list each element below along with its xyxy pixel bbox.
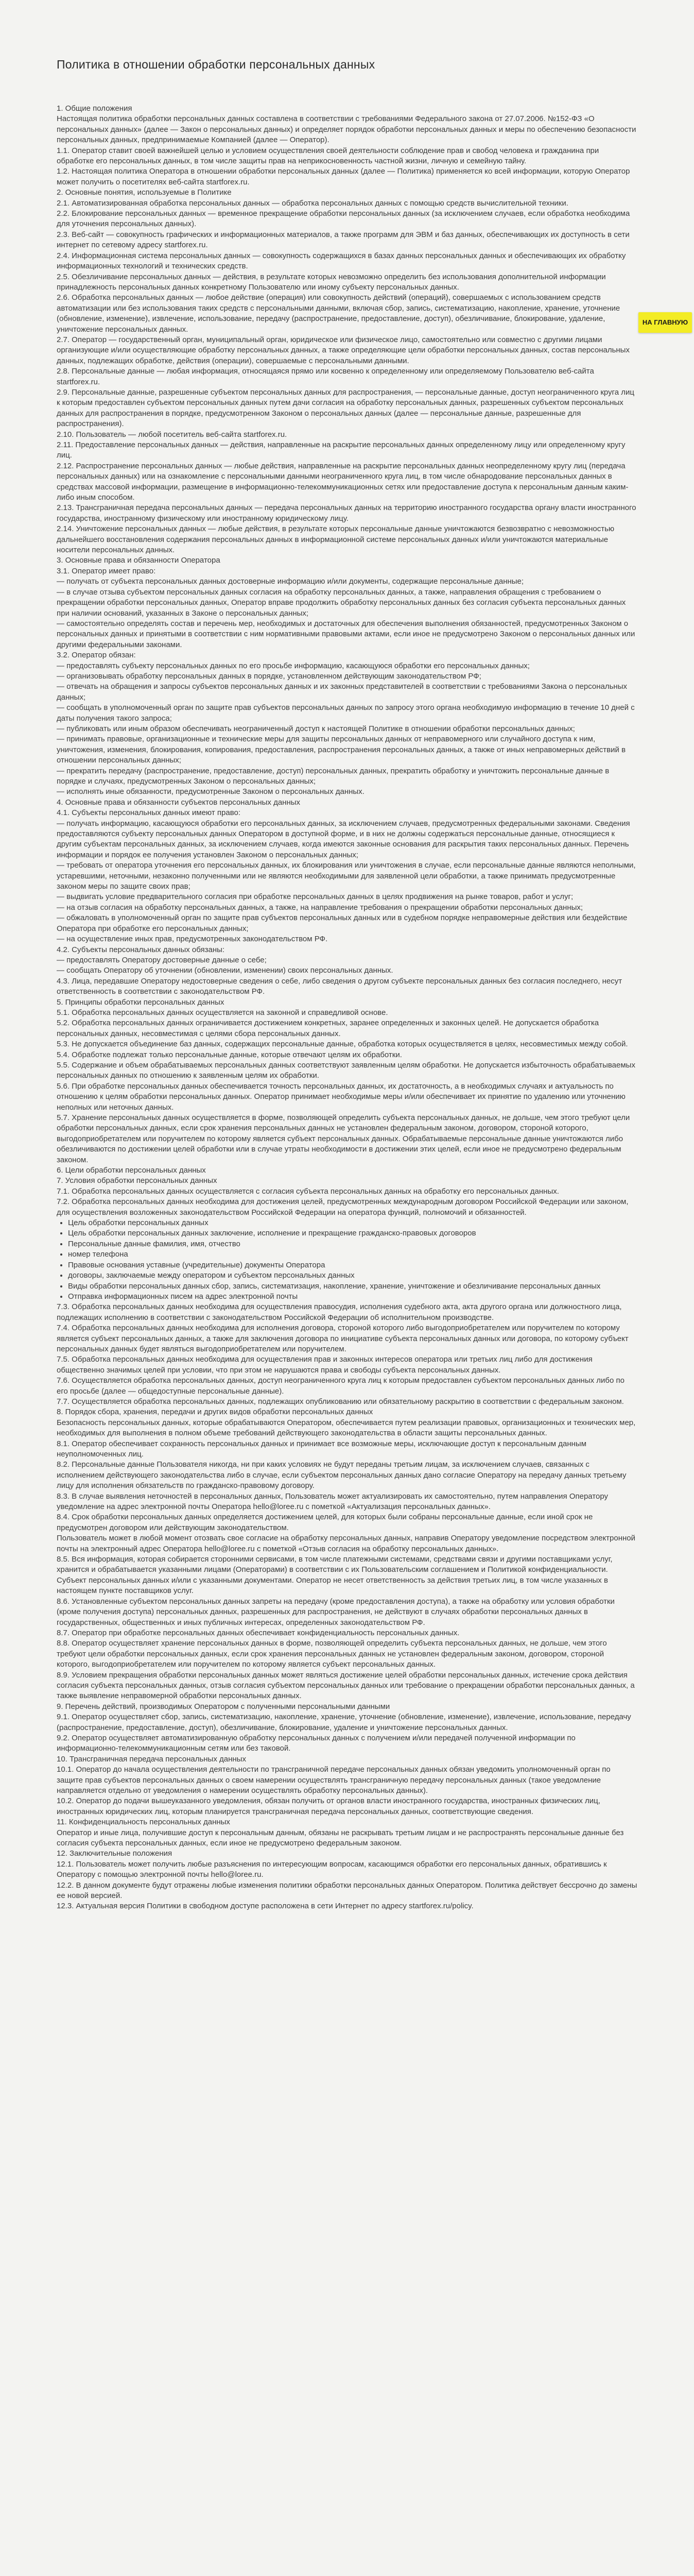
paragraph: — самостоятельно определять состав и перечень мер, необходимых и достаточных для обеспечения выполнения обязанностей, предусмотренных Законом о персональных данных и принятыми в соответствии с ним нормативными правовыми актами, если иное не предусмотрено Законом о персональных данных или другими федеральными законами. <box>57 619 635 649</box>
paragraph: 12.2. В данном документе будут отражены любые изменения политики обработки персональных данных Оператором. Политика действует бессрочно до замены ее новой версией. <box>57 1880 637 1901</box>
paragraph: 7.2. Обработка персональных данных необходима для достижения целей, предусмотренных международным договором Российской Федерации или законом, для осуществления возложенных законодательством Российской Федерации на оператора функций, полномочий и обязанностей. <box>57 1197 629 1217</box>
paragraph: Безопасность персональных данных, которые обрабатываются Оператором, обеспечивается путем реализации правовых, организационных и технических мер, необходимых для выполнения в полном объеме требований действующего законодательства в области защиты персональных данных. <box>57 1418 636 1438</box>
paragraph: 4.1. Субъекты персональных данных имеют право: <box>57 808 241 818</box>
paragraph: 2.13. Трансграничная передача персональных данных — передача персональных данных на территорию иностранного государства органу власти иностранного государства, иностранному физическому или иностранному юридическому лицу. <box>57 503 636 523</box>
paragraph: 10.1. Оператор до начала осуществления деятельности по трансграничной передаче персональных данных обязан уведомить уполномоченный орган по защите прав субъектов персональных данных о своем намерении осуществлять трансграничную передачу персональных данных (такое уведомление направляется отдельно от уведомления о намерении осуществлять обработку персональных данных). <box>57 1765 611 1795</box>
paragraph: — принимать правовые, организационные и технические меры для защиты персональных данных от неправомерного или случайного доступа к ним, уничтожения, изменения, блокирования, копирования, предоставления, распространения персональных данных, а также от иных неправомерных действий в отношении персональных данных; <box>57 735 626 765</box>
paragraph: 2.8. Персональные данные — любая информация, относящаяся прямо или косвенно к определенному или определяемому Пользователю веб-сайта startforex.ru. <box>57 367 594 386</box>
paragraph: — публиковать или иным образом обеспечивать неограниченный доступ к настоящей Политике в отношении обработки персональных данных; <box>57 724 575 733</box>
paragraph: 5.6. При обработке персональных данных обеспечивается точность персональных данных, их достаточность, а в необходимых случаях и актуальность по отношению к целям обработки персональных данных. Оператор принимает необходимые меры и/или обеспечивает их принятие по удалению или уточнению неполных или неточных данных. <box>57 1081 626 1112</box>
paragraph: 12.3. Актуальная версия Политики в свободном доступе расположена в сети Интернет по адресу startforex.ru/policy. <box>57 1902 474 1911</box>
paragraph: 5.5. Содержание и объем обрабатываемых персональных данных соответствуют заявленным целям обработки. Не допускается избыточность обрабатываемых персональных данных по отношению к заявленным целям их обработки. <box>57 1060 635 1080</box>
paragraph: 8.3. В случае выявления неточностей в персональных данных, Пользователь может актуализировать их самостоятельно, путем направления Оператору уведомление на адрес электронной почты Оператора hello@loree.ru с пометкой «Актуализация персональных данных». <box>57 1492 609 1512</box>
section-heading: 4. Основные права и обязанности субъектов персональных данных <box>57 798 301 807</box>
paragraph: 4.2. Субъекты персональных данных обязаны: <box>57 945 225 954</box>
section-heading: 9. Перечень действий, производимых Оператором с полученными персональными данными <box>57 1702 390 1711</box>
paragraph: 2.10. Пользователь — любой посетитель веб-сайта startforex.ru. <box>57 430 287 439</box>
paragraph: 7.5. Обработка персональных данных необходима для осуществления прав и законных интересов оператора или третьих лиц либо для достижения общественно значимых целей при условии, что при этом не нарушаются права и свободы субъекта персональных данных. <box>57 1355 593 1375</box>
paragraph: — требовать от оператора уточнения его персональных данных, их блокирования или уничтожения в случае, если персональные данные являются неполными, устаревшими, неточными, незаконно полученными или не являются необходимыми для заявленной цели обработки, а также принимать предусмотренные законом меры по защите своих прав; <box>57 861 636 891</box>
section-heading: 11. Конфиденциальность персональных данных <box>57 1818 230 1827</box>
paragraph: Настоящая политика обработки персональных данных составлена в соответствии с требованиями Федерального закона от 27.07.2006. №152-ФЗ «О персональных данных» (далее — Закон о персональных данных) и определяет порядок обработки персональных данных и меры по обеспечению безопасности персональных данных, предпринимаемые Компанией (далее — Оператор). <box>57 114 636 145</box>
paragraph: 7.3. Обработка персональных данных необходима для осуществления правосудия, исполнения судебного акта, акта другого органа или должностного лица, подлежащих исполнению в соответствии с законодательством Российской Федерации об исполнительном производстве. <box>57 1302 622 1322</box>
paragraph: 10.2. Оператор до подачи вышеуказанного уведомления, обязан получить от органов власти иностранного государства, иностранных физических лиц, иностранных юридических лиц, которым планируется трансграничная передача персональных данных, соответствующие сведения. <box>57 1797 600 1816</box>
list-item: • Отправка информационных писем на адрес электронной почты <box>68 1292 637 1302</box>
back-to-home-button[interactable]: НА ГЛАВНУЮ <box>638 312 692 333</box>
paragraph: 2.1. Автоматизированная обработка персональных данных — обработка персональных данных с помощью средств вычислительной техники. <box>57 198 568 208</box>
paragraph: — на отзыв согласия на обработку персональных данных, а также, на направление требования о прекращении обработки персональных данных; <box>57 903 583 912</box>
paragraph: — выдвигать условие предварительного согласия при обработке персональных данных в целях продвижения на рынке товаров, работ и услуг; <box>57 892 574 902</box>
page-title: Политика в отношении обработки персональных данных <box>57 58 375 71</box>
list-item: • Правовые основания уставные (учредительные) документы Оператора <box>68 1260 637 1270</box>
paragraph: 1.2. Настоящая политика Оператора в отношении обработки персональных данных (далее — Политика) применяется ко всей информации, которую Оператор может получить о посетителях веб-сайта startforex.ru. <box>57 167 630 187</box>
paragraph: — получать информацию, касающуюся обработки его персональных данных, за исключением случаев, предусмотренных федеральными законами. Сведения предоставляются субъекту персональных данных Оператором в доступной форме, и в них не должны содержаться персональные данные, относящиеся к другим субъектам персональных данных, за исключением случаев, когда имеются законные основания для раскрытия таких персональных данных. Перечень информации и порядок ее получения установлен Законом о персональных данных; <box>57 819 630 859</box>
purposes-list <box>57 1218 637 1302</box>
section-heading: 1. Общие положения <box>57 104 132 113</box>
paragraph: 12.1. Пользователь может получить любые разъяснения по интересующим вопросам, касающимся обработки его персональных данных, обратившись к Оператору с помощью электронной почты hello@loree.ru. <box>57 1859 607 1879</box>
section-heading: 10. Трансграничная передача персональных данных <box>57 1754 246 1764</box>
paragraph: 2.11. Предоставление персональных данных — действия, направленные на раскрытие персональных данных определенному лицу или определенному кругу лиц. <box>57 440 626 460</box>
paragraph: 5.1. Обработка персональных данных осуществляется на законной и справедливой основе. <box>57 1008 388 1017</box>
paragraph: 9.2. Оператор осуществляет автоматизированную обработку персональных данных с получением и/или передачей полученной информации по информационно-телекоммуникационным сетям или без таковой. <box>57 1733 576 1753</box>
paragraph: 2.6. Обработка персональных данных — любое действие (операция) или совокупность действий (операций), совершаемых с использованием средств автоматизации или без использования таких средств с персональными данными, включая сбор, запись, систематизацию, накопление, хранение, уточнение (обновление, изменение), извлечение, использование, передачу (распространение, предоставление, доступ), обезличивание, блокирование, удаление, уничтожение персональных данных. <box>57 293 620 334</box>
paragraph: — сообщать Оператору об уточнении (обновлении, изменении) своих персональных данных. <box>57 966 393 975</box>
list-item: • Виды обработки персональных данных сбор, запись, систематизация, накопление, хранение, уничтожение и обезличивание персональных данных <box>68 1281 637 1292</box>
paragraph: — организовывать обработку персональных данных в порядке, установленном действующим законодательством РФ; <box>57 671 481 681</box>
paragraph: Оператор и иные лица, получившие доступ к персональным данным, обязаны не раскрывать третьим лицам и не распространять персональные данные без согласия субъекта персональных данных, если иное не предусмотрено федеральным законом. <box>57 1828 624 1848</box>
section-heading: 3. Основные права и обязанности Оператора <box>57 556 220 565</box>
paragraph: 5.2. Обработка персональных данных ограничивается достижением конкретных, заранее определенных и законных целей. Не допускается обработка персональных данных, несовместимая с целями сбора персональных данных. <box>57 1019 599 1038</box>
section-heading: 2. Основные понятия, используемые в Политике <box>57 188 232 197</box>
paragraph: — предоставлять Оператору достоверные данные о себе; <box>57 955 267 964</box>
paragraph: 8.6. Установленные субъектом персональных данных запреты на передачу (кроме предоставления доступа), а также на обработку или условия обработки (кроме получения доступа) персональных данных, разрешенных для распространения, не действуют в случаях обработки персональных данных в государственных, общественных и иных публичных интересах, определенных законодательством РФ. <box>57 1597 615 1627</box>
paragraph: 2.9. Персональные данные, разрешенные субъектом персональных данных для распространения, — персональные данные, доступ неограниченного круга лиц к которым предоставлен субъектом персональных данных путем дачи согласия на обработку персональных данных, разрешенных субъектом персональных данных для распространения в порядке, предусмотренном Законом о персональных данных (далее — персональные данные, разрешенные для распространения). <box>57 387 634 429</box>
paragraph: 3.1. Оператор имеет право: <box>57 566 156 575</box>
paragraph: 1.1. Оператор ставит своей важнейшей целью и условием осуществления своей деятельности соблюдение прав и свобод человека и гражданина при обработке его персональных данных, в том числе защиты прав на неприкосновенность частной жизни, личную и семейную тайну. <box>57 146 599 166</box>
paragraph: 7.1. Обработка персональных данных осуществляется с согласия субъекта персональных данных на обработку его персональных данных. <box>57 1187 559 1196</box>
paragraph: 2.7. Оператор — государственный орган, муниципальный орган, юридическое или физическое лицо, самостоятельно или совместно с другими лицами организующие и/или осуществляющие обработку персональных данных, а также определяющие цели обработки персональных данных, состав персональных данных, подлежащих обработке, действия (операции), совершаемые с персональными данными. <box>57 335 630 365</box>
paragraph: Пользователь может в любой момент отозвать свое согласие на обработку персональных данных, направив Оператору уведомление посредством электронной почты на электронный адрес Оператора hello@loree.ru с пометкой «Отзыв согласия на обработку персональных данных». <box>57 1534 636 1553</box>
paragraph: 5.4. Обработке подлежат только персональные данные, которые отвечают целям их обработки. <box>57 1050 402 1059</box>
paragraph: — получать от субъекта персональных данных достоверные информацию и/или документы, содержащие персональные данные; <box>57 577 524 586</box>
paragraph: 8.7. Оператор при обработке персональных данных обеспечивает конфиденциальность персональных данных. <box>57 1628 460 1637</box>
paragraph: — исполнять иные обязанности, предусмотренные Законом о персональных данных. <box>57 787 365 796</box>
paragraph: 4.3. Лица, передавшие Оператору недостоверные сведения о себе, либо сведения о другом субъекте персональных данных без согласия последнего, несут ответственность в соответствии с законодательством РФ. <box>57 976 622 996</box>
paragraph: 2.4. Информационная система персональных данных — совокупность содержащихся в базах данных персональных данных и обеспечивающих их обработку информационных технологий и технических средств. <box>57 251 626 271</box>
paragraph: — сообщать в уполномоченный орган по защите прав субъектов персональных данных по запросу этого органа необходимую информацию в течение 10 дней с даты получения такого запроса; <box>57 703 635 723</box>
paragraph: 5.7. Хранение персональных данных осуществляется в форме, позволяющей определить субъекта персональных данных, не дольше, чем этого требуют цели обработки персональных данных, если срок хранения персональных данных не установлен федеральным законом, договором, стороной которого, выгодоприобретателем или поручителем по которому является субъект персональных данных. Обрабатываемые персональные данные уничтожаются либо обезличиваются по достижении целей обработки или в случае утраты необходимости в достижении этих целей, если иное не предусмотрено федеральным законом. <box>57 1113 630 1164</box>
section-heading: 5. Принципы обработки персональных данных <box>57 997 224 1007</box>
paragraph: 8.4. Срок обработки персональных данных определяется достижением целей, для которых были собраны персональные данные, если иной срок не предусмотрен договором или действующим законодательством. <box>57 1513 593 1532</box>
list-item: • Цель обработки персональных данных заключение, исполнение и прекращение гражданско-правовых договоров <box>68 1228 637 1239</box>
paragraph: 7.7. Осуществляется обработка персональных данных, подлежащих опубликованию или обязательному раскрытию в соответствии с федеральным законом. <box>57 1397 624 1406</box>
paragraph: 3.2. Оператор обязан: <box>57 651 136 660</box>
paragraph: 2.3. Веб-сайт — совокупность графических и информационных материалов, а также программ для ЭВМ и баз данных, обеспечивающих их доступность в сети интернет по сетевому адресу startforex.ru. <box>57 230 630 250</box>
paragraph: 8.2. Персональные данные Пользователя никогда, ни при каких условиях не будут переданы третьим лицам, за исключением случаев, связанных с исполнением действующего законодательства либо в случае, если субъектом персональных данных дано согласие Оператору на передачу данных третьему лицу для исполнения обязательств по гражданско-правовому договору. <box>57 1460 627 1490</box>
list-item: • договоры, заключаемые между оператором и субъектом персональных данных <box>68 1270 637 1281</box>
paragraph: — в случае отзыва субъектом персональных данных согласия на обработку персональных данных, а также, направления обращения с требованием о прекращении обработки персональных данных, Оператор вправе продолжить обработку персональных данных без согласия субъекта персональных данных при наличии оснований, указанных в Законе о персональных данных; <box>57 587 626 618</box>
paragraph: 7.4. Обработка персональных данных необходима для исполнения договора, стороной которого либо выгодоприобретателем или поручителем по которому является субъект персональных данных, а также для заключения договора по инициативе субъекта персональных данных или договора, по которому субъект персональных данных будет являться выгодоприобретателем или поручителем. <box>57 1324 629 1353</box>
paragraph: 2.14. Уничтожение персональных данных — любые действия, в результате которых персональные данные уничтожаются безвозвратно с невозможностью дальнейшего восстановления содержания персональных данных в информационной системе персональных данных и/или уничтожаются материальные носители персональных данных. <box>57 524 615 555</box>
policy-document <box>57 104 637 1912</box>
paragraph: 8.1. Оператор обеспечивает сохранность персональных данных и принимает все возможные меры, исключающие доступ к персональным данным неуполномоченных лиц. <box>57 1439 587 1459</box>
paragraph: 9.1. Оператор осуществляет сбор, запись, систематизацию, накопление, хранение, уточнение (обновление, изменение), извлечение, использование, передачу (распространение, предоставление, доступ), обезличивание, блокирование, удаление и уничтожение персональных данных. <box>57 1713 631 1732</box>
paragraph: 7.6. Осуществляется обработка персональных данных, доступ неограниченного круга лиц к которым предоставлен субъектом персональных данных либо по его просьбе (далее — общедоступные персональные данные). <box>57 1376 624 1396</box>
paragraph: 8.5. Вся информация, которая собирается сторонними сервисами, в том числе платежными системами, средствами связи и другими поставщиками услуг, хранится и обрабатывается указанными лицами (Операторами) в соответствии с их Пользовательским соглашением и Политикой конфиденциальности. Субъект персональных данных и/или с указанными документами. Оператор не несет ответственность за действия третьих лиц, в том числе указанных в настоящем пункте поставщиков услуг. <box>57 1555 613 1596</box>
paragraph: 2.12. Распространение персональных данных — любые действия, направленные на раскрытие персональных данных неопределенному кругу лиц (передача персональных данных) или на ознакомление с персональными данными неограниченного круга лиц, в том числе обнародование персональных данных в средствах массовой информации, размещение в информационно-телекоммуникационных сетях или предоставление доступа к персональным данным каким-либо иным способом. <box>57 461 629 502</box>
paragraph: 8.9. Условием прекращения обработки персональных данных может являться достижение целей обработки персональных данных, истечение срока действия согласия субъекта персональных данных, отзыв согласия субъектом персональных данных или требование о прекращении обработки персональных данных, а также выявление неправомерной обработки персональных данных. <box>57 1670 635 1701</box>
section-heading: 6. Цели обработки персональных данных <box>57 1166 206 1175</box>
paragraph: 8.8. Оператор осуществляет хранение персональных данных в форме, позволяющей определить субъекта персональных данных, не дольше, чем этого требуют цели обработки персональных данных, если срок хранения персональных данных не установлен федеральным законом, договором, стороной которого, выгодоприобретателем или поручителем по которому является субъект персональных данных. <box>57 1639 607 1669</box>
list-item: • Цель обработки персональных данных <box>68 1218 637 1228</box>
paragraph: — прекратить передачу (распространение, предоставление, доступ) персональных данных, прекратить обработку и уничтожить персональные данные в порядке и случаях, предусмотренных Законом о персональных данных; <box>57 766 610 786</box>
paragraph: 5.3. Не допускается объединение баз данных, содержащих персональные данные, обработка которых осуществляется в целях, несовместимых между собой. <box>57 1040 628 1049</box>
paragraph: 2.2. Блокирование персональных данных — временное прекращение обработки персональных данных (за исключением случаев, если обработка необходима для уточнения персональных данных). <box>57 209 630 229</box>
section-heading: 7. Условия обработки персональных данных <box>57 1176 217 1185</box>
paragraph: — обжаловать в уполномоченный орган по защите прав субъектов персональных данных или в судебном порядке неправомерные действия или бездействие Оператора при обработке его персональных данных; <box>57 913 628 933</box>
paragraph: 2.5. Обезличивание персональных данных — действия, в результате которых невозможно определить без использования дополнительной информации принадлежность персональных данных конкретному Пользователю или иному субъекту персональных данных. <box>57 272 606 292</box>
list-item: • Персональные данные фамилия, имя, отчество <box>68 1239 637 1249</box>
paragraph: — предоставлять субъекту персональных данных по его просьбе информацию, касающуюся обработки его персональных данных; <box>57 661 530 670</box>
paragraph: — отвечать на обращения и запросы субъектов персональных данных и их законных представителей в соответствии с требованиями Закона о персональных данных; <box>57 682 628 702</box>
section-heading: 8. Порядок сбора, хранения, передачи и других видов обработки персональных данных <box>57 1408 373 1417</box>
section-heading: 12. Заключительные положения <box>57 1849 172 1858</box>
list-item: • номер телефона <box>68 1249 637 1260</box>
paragraph: — на осуществление иных прав, предусмотренных законодательством РФ. <box>57 935 328 944</box>
